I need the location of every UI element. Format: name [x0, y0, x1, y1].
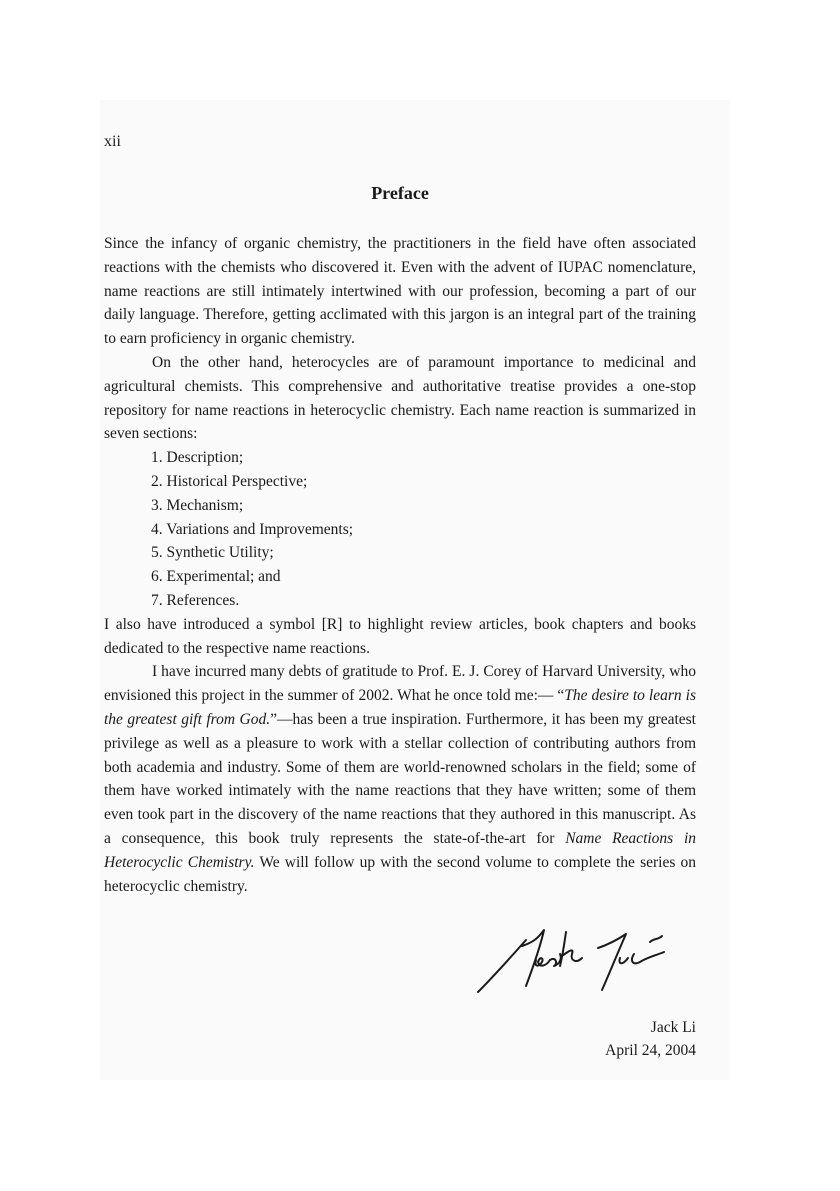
sections-list: [104, 446, 696, 613]
preface-body: [104, 232, 696, 898]
list-item: 6. Experimental; and: [151, 568, 281, 586]
paragraph-review-symbol: I also have introduced a symbol [R] to highlight review articles, book chapters and books dedicated to the respective name reactions.: [104, 615, 696, 657]
corey-quote: The desire to learn is the greatest gift from God.: [104, 687, 696, 728]
list-item: 7. References.: [151, 591, 240, 609]
acknowledgement-text: ”—has been a true inspiration. Furthermore, it has been my greatest privilege as well as a pleasure to work with a stellar collection of contributing authors from both academia and industry. Some of them are world-renowned scholars in the field; some of them have worked intimately with the name reactions that they have written; some of them even took part in the discovery of the name reactions that they authored in this manuscript. As a consequence, this book truly represents the state-of-the-art for: [104, 710, 696, 847]
book-title: Name Reactions in Heterocyclic Chemistry.: [104, 829, 697, 871]
list-item: 1. Description;: [151, 449, 244, 467]
signature-date: April 24, 2004: [605, 1042, 696, 1059]
page-number: xii: [104, 133, 121, 150]
list-item: 2. Historical Perspective;: [151, 472, 308, 490]
signature-block: [605, 1016, 696, 1062]
acknowledgement-text: I have incurred many debts of gratitude to Prof. E. J. Corey of Harvard University, who envisioned this project in the summer of 2002. What he once told me:— “: [104, 663, 696, 705]
list-item: 5. Synthetic Utility;: [151, 544, 274, 562]
handwritten-signature: [474, 918, 684, 998]
acknowledgement-text: We will follow up with the second volume to complete the series on heterocyclic chemistry.: [104, 853, 696, 895]
list-item: 3. Mechanism;: [151, 496, 244, 514]
list-item: 4. Variations and Improvements;: [151, 520, 354, 538]
author-name: Jack Li: [650, 1019, 696, 1036]
paragraph-intro: Since the infancy of organic chemistry, the practitioners in the field have often associated reactions with the chemists who discovered it. Even with the advent of IUPAC nomenclature, name reactions are still intimately intertwined with our profession, becoming a part of our daily language. Therefore, getting acclimated with this jargon is an integral part of the training to earn proficiency in organic chemistry.: [104, 235, 696, 348]
paragraph-heterocycles: On the other hand, heterocycles are of paramount importance to medicinal and agricultural chemists. This comprehensive and authoritative treatise provides a one-stop repository for name reactions in heterocyclic chemistry. Each name reaction is summarized in seven sections:: [104, 353, 696, 443]
page-title: Preface: [371, 183, 429, 203]
paragraph-acknowledgement: [104, 660, 696, 898]
